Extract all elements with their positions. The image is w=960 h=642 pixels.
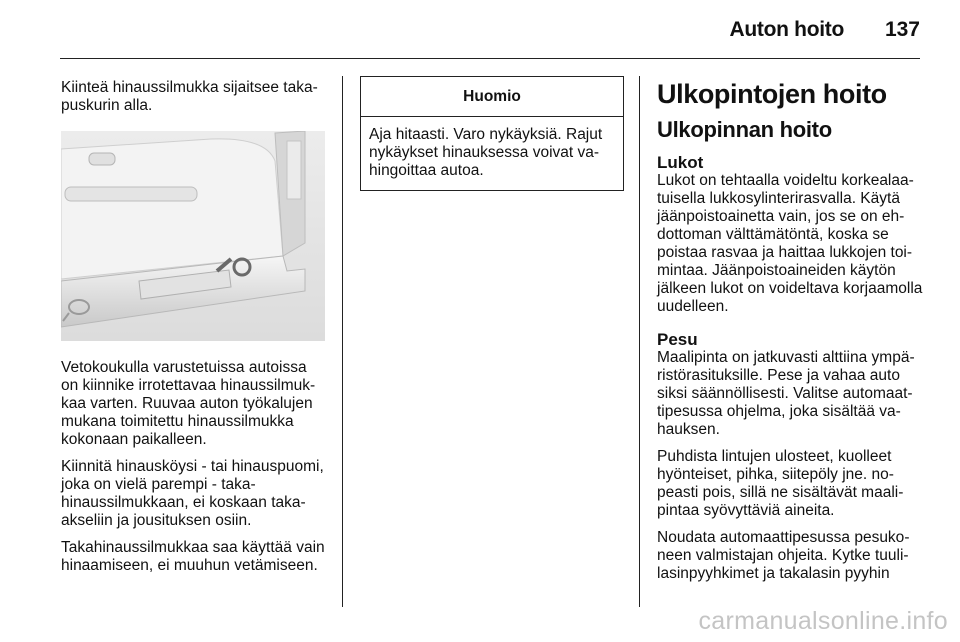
page-header: [0, 0, 960, 60]
left-column: [61, 79, 327, 584]
heading-locks: Lukot: [657, 153, 704, 172]
tow-hook-paragraph: Vetokoukulla varustetuissa autoissa on kiinnike irrotettavaa hinaussilmukkaa varten. Ruuvaa auton työkalujen mukana toimitettu hinaussilmukka kokonaan paikalleen.: [61, 359, 316, 448]
tow-eye-usage-paragraph: Takahinaussilmukkaa saa käyttää vain hinaamiseen, ei muuhun vetämiseen.: [61, 539, 325, 574]
right-column: [657, 79, 923, 592]
rear-bumper-tow-eye-illustration: [61, 131, 325, 341]
locks-paragraph: Lukot on tehtaalla voideltu korkealaatuisella lukkosylinterirasvalla. Käytä jäänpoistoainetta vain, jos se on ehdottoman välttämätöntä, koska se poistaa rasvaa ja haittaa lukkojen toimintaa. Jäänpoistoaineiden käytön jälkeen lukot on voideltava korjaamolla uudelleen.: [657, 172, 923, 315]
header-rule: [60, 58, 920, 59]
tow-rope-paragraph: Kiinnitä hinausköysi - tai hinauspuomi, joka on vielä parempi - takahinaussilmukkaan, ei koskaan takaakseliin ja jousituksen osiin.: [61, 458, 324, 529]
column-divider-right: [639, 76, 640, 607]
washing-paragraph-2: Puhdista lintujen ulosteet, kuolleet hyönteiset, pihka, siitepöly jne. nopeasti pois, sillä ne sisältävät maalipintaa syövyttäviä aineita.: [657, 448, 904, 519]
column-divider-left: [342, 76, 343, 607]
notice-text: Aja hitaasti. Varo nykäyksiä. Rajut nykäykset hinauksessa voivat vahingoittaa autoa.: [369, 126, 603, 179]
notice-heading: Huomio: [361, 77, 623, 117]
washing-paragraph-3: Noudata automaattipesussa pesukoneen valmistajan ohjeita. Kytke tuulilasinpyyhkimet ja takalasin pyyhin: [657, 529, 910, 582]
intro-paragraph: Kiinteä hinaussilmukka sijaitsee takapuskurin alla.: [61, 79, 318, 114]
section-title: Auton hoito: [729, 18, 844, 41]
heading-exterior-surface-care: Ulkopinnan hoito: [657, 117, 832, 142]
heading-washing: Pesu: [657, 330, 698, 349]
washing-paragraph-1: Maalipinta on jatkuvasti alttiina ympäristörasituksille. Pese ja vahaa auto siksi säännöllisesti. Valitse automaattipesussa ohjelma, joka sisältää vahauksen.: [657, 349, 915, 438]
notice-box: [360, 76, 624, 191]
watermark: carmanualsonline.info: [698, 607, 948, 635]
heading-exterior-care: Ulkopintojen hoito: [657, 79, 887, 109]
page-number: 137: [884, 18, 920, 41]
